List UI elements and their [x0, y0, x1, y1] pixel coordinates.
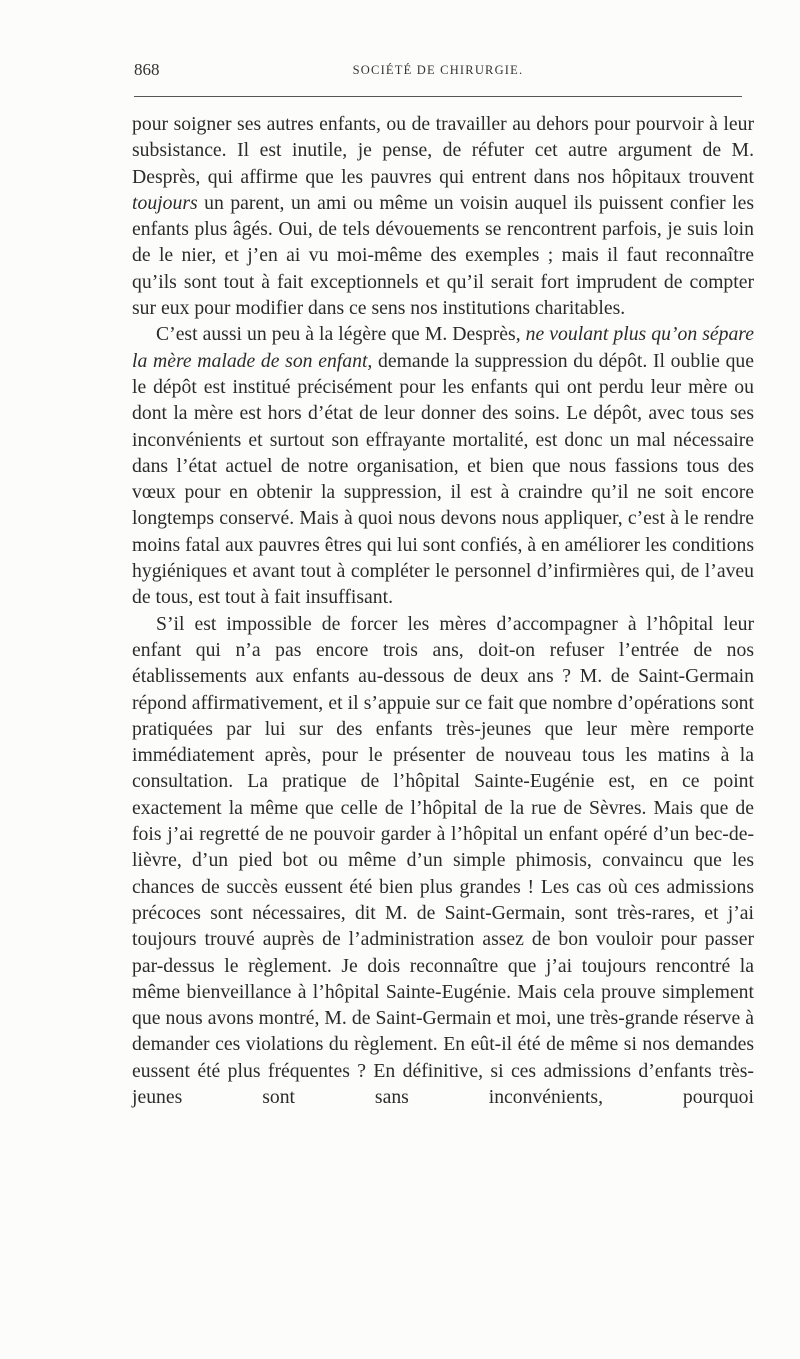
page-header [134, 60, 742, 88]
header-rule [134, 96, 742, 97]
paragraph-2 [132, 321, 754, 610]
body-text [132, 111, 754, 1110]
page-number: 868 [134, 60, 160, 79]
running-head: SOCIÉTÉ DE CHIRURGIE. [352, 63, 524, 77]
italic-run: ne voulant plus qu’on sépare la mère malade de son enfant, [132, 323, 754, 372]
text-run: demande la suppression du dépôt. Il oublie que le dépôt est institué précisément pour les enfants qui ont perdu leur mère ou dont la mère est hors d’état de leur donner des soins. Le dépôt, avec tous ses inconvénients et surtout son effrayante mortalité, est donc un mal nécessaire dans l’état actuel de notre organisation, et bien que nous fassions tous des vœux pour en obtenir la suppression, il est à craindre qu’il ne soit encore longtemps conservé. Mais à quoi nous devons nous appliquer, c’est à le rendre moins fatal aux pauvres êtres qui lui sont confiés, à en améliorer les conditions hygiéniques et avant tout à compléter le personnel d’infirmières qui, de l’aveu de tous, est tout à fait insuffisant. [132, 349, 754, 609]
italic-run: toujours [132, 191, 198, 214]
text-run: un parent, un ami ou même un voisin auquel ils puissent confier les enfants plus âgés. Oui, de tels dévouements se rencontrent parfois, je suis loin de le nier, et j’en ai vu moi-même des exemples ; mais il faut reconnaître qu’ils sont tout à fait exceptionnels et qu’il serait fort imprudent de compter sur eux pour modifier dans ce sens nos institutions charitables. [132, 191, 754, 320]
text-run: S’il est impossible de forcer les mères d’accompagner à l’hôpital leur enfant qui n’a pas encore trois ans, doit-on refuser l’entrée de nos établissements aux enfants au-dessous de deux ans ? M. de Saint-Germain répond affirmativement, et il s’appuie sur ce fait que nombre d’opérations sont pratiquées par lui sur des enfants très-jeunes que leur mère remporte immédiatement après, pour le présenter de nouveau tous les matins à la consultation. La pratique de l’hôpital Sainte-Eugénie est, en ce point exactement la même que celle de l’hôpital de la rue de Sèvres. Mais que de fois j’ai regretté de ne pouvoir garder à l’hôpital un enfant opéré d’un bec-de-lièvre, d’un pied bot ou même d’un simple phimosis, convaincu que les chances de succès eussent été bien plus grandes ! Les cas où ces admissions précoces sont nécessaires, dit M. de Saint-Germain, sont très-rares, et j’ai toujours trouvé auprès de l’administration assez de bon vouloir pour passer par-dessus le règlement. Je dois reconnaître que j’ai toujours rencontré la même bienveillance à l’hôpital Sainte-Eugénie. Mais cela prouve simplement que nous avons montré, M. de Saint-Germain et moi, une très-grande réserve à demander ces violations du règlement. En eût-il été de même si nos demandes eussent été plus fréquentes ? En définitive, si ces admissions d’enfants très-jeunes sont sans inconvénients, pourquoi [132, 612, 754, 1108]
text-run: pour soigner ses autres enfants, ou de travailler au dehors pour pourvoir à leur subsistance. Il est inutile, je pense, de réfuter cet autre argument de M. Desprès, qui affirme que les pauvres qui entrent dans nos hôpitaux trouvent [132, 113, 754, 188]
paragraph-1 [132, 111, 754, 321]
paragraph-3 [132, 611, 754, 1111]
text-run: C’est aussi un peu à la légère que M. Desprès, [156, 323, 526, 346]
